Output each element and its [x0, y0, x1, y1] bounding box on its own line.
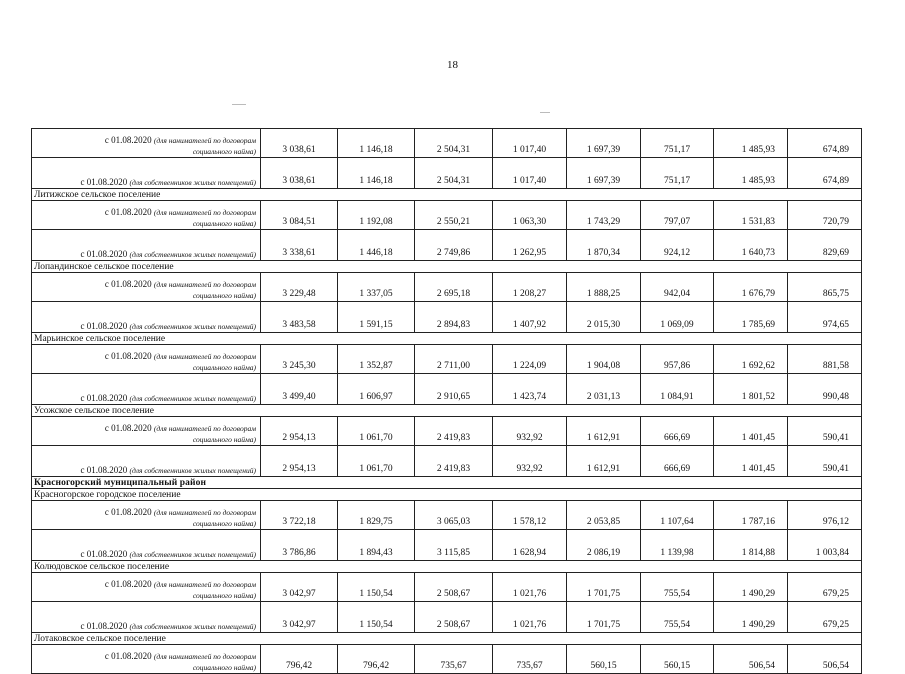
table-cell: 2 894,83 [415, 302, 493, 333]
row-note: (для собственников жилых помещений) [129, 622, 256, 631]
row-note: (для нанимателей по договорам [153, 652, 256, 661]
table-cell: 2 550,21 [415, 201, 493, 230]
row-label [32, 602, 261, 633]
table-cell: 1 904,08 [567, 345, 641, 374]
table-cell: 1 017,40 [493, 158, 567, 189]
table-cell: 3 065,03 [415, 501, 493, 530]
row-note: (для собственников жилых помещений) [129, 550, 256, 559]
table-cell: 3 483,58 [261, 302, 338, 333]
table-cell: 1 003,84 [788, 530, 862, 561]
table-cell: 1 801,52 [714, 374, 788, 405]
row-date: с 01.08.2020 [104, 423, 152, 433]
table-cell: 1 531,83 [714, 201, 788, 230]
row-date: с 01.08.2020 [104, 279, 152, 289]
table-cell: 666,69 [641, 446, 714, 477]
table-cell: 1 061,70 [338, 417, 415, 446]
table-cell: 590,41 [788, 417, 862, 446]
settlement-header-row [32, 561, 862, 573]
table-row [32, 573, 862, 602]
table-cell: 974,65 [788, 302, 862, 333]
row-date: с 01.08.2020 [104, 651, 152, 661]
scan-artifact-line [540, 112, 550, 113]
table-cell: 2 419,83 [415, 417, 493, 446]
row-note: социального найма) [192, 363, 256, 372]
section-title: Лотаковское сельское поселение [32, 633, 862, 645]
table-cell: 3 338,61 [261, 230, 338, 261]
row-note: социального найма) [192, 291, 256, 300]
table-cell: 2 086,19 [567, 530, 641, 561]
table-cell: 2 711,00 [415, 345, 493, 374]
table-cell: 1 146,18 [338, 158, 415, 189]
row-note: (для нанимателей по договорам [153, 580, 256, 589]
table-cell: 957,86 [641, 345, 714, 374]
table-cell: 1 146,18 [338, 129, 415, 158]
table-cell: 735,67 [493, 645, 567, 674]
table-cell: 2 504,31 [415, 129, 493, 158]
row-label [32, 158, 261, 189]
row-date: с 01.08.2020 [80, 249, 128, 259]
table-row [32, 530, 862, 561]
row-note: (для собственников жилых помещений) [129, 322, 256, 331]
table-cell: 755,54 [641, 573, 714, 602]
table-cell: 1 084,91 [641, 374, 714, 405]
row-date: с 01.08.2020 [80, 321, 128, 331]
table-cell: 865,75 [788, 273, 862, 302]
table-cell: 1 490,29 [714, 573, 788, 602]
row-label [32, 645, 261, 674]
table-cell: 666,69 [641, 417, 714, 446]
settlement-header-row [32, 633, 862, 645]
table-cell: 990,48 [788, 374, 862, 405]
table-cell: 1 894,43 [338, 530, 415, 561]
row-note: (для нанимателей по договорам [153, 352, 256, 361]
table-cell: 829,69 [788, 230, 862, 261]
row-note: социального найма) [192, 519, 256, 528]
row-note: социального найма) [192, 435, 256, 444]
settlement-header-row [32, 489, 862, 501]
table-cell: 1 107,64 [641, 501, 714, 530]
table-cell: 2 954,13 [261, 446, 338, 477]
table-body [32, 129, 862, 674]
table-cell: 1 021,76 [493, 602, 567, 633]
settlement-header-row [32, 333, 862, 345]
row-date: с 01.08.2020 [80, 393, 128, 403]
table-cell: 1 021,76 [493, 573, 567, 602]
table-cell: 1 578,12 [493, 501, 567, 530]
table-cell: 1 150,54 [338, 602, 415, 633]
table-cell: 2 508,67 [415, 573, 493, 602]
table-cell: 881,58 [788, 345, 862, 374]
scan-artifact-line [232, 104, 246, 105]
table-cell: 1 701,75 [567, 602, 641, 633]
table-cell: 3 084,51 [261, 201, 338, 230]
table-cell: 679,25 [788, 573, 862, 602]
row-note: (для собственников жилых помещений) [129, 394, 256, 403]
row-note: социального найма) [192, 147, 256, 156]
row-date: с 01.08.2020 [104, 135, 152, 145]
section-title: Лопандинское сельское поселение [32, 261, 862, 273]
table-cell: 3 499,40 [261, 374, 338, 405]
tariff-table [31, 128, 862, 674]
row-note: (для нанимателей по договорам [153, 508, 256, 517]
row-label [32, 374, 261, 405]
table-cell: 1 352,87 [338, 345, 415, 374]
row-label [32, 573, 261, 602]
table-cell: 1 870,34 [567, 230, 641, 261]
table-row [32, 645, 862, 674]
table-cell: 1 640,73 [714, 230, 788, 261]
row-label [32, 446, 261, 477]
row-label [32, 501, 261, 530]
row-date: с 01.08.2020 [80, 465, 128, 475]
table-cell: 755,54 [641, 602, 714, 633]
table-cell: 1 814,88 [714, 530, 788, 561]
table-cell: 796,42 [338, 645, 415, 674]
row-note: социального найма) [192, 591, 256, 600]
row-date: с 01.08.2020 [104, 507, 152, 517]
table-cell: 924,12 [641, 230, 714, 261]
section-title: Усожское сельское поселение [32, 405, 862, 417]
table-cell: 1 192,08 [338, 201, 415, 230]
row-label [32, 230, 261, 261]
table-cell: 1 787,16 [714, 501, 788, 530]
table-cell: 3 042,97 [261, 602, 338, 633]
table-cell: 942,04 [641, 273, 714, 302]
table-cell: 1 401,45 [714, 446, 788, 477]
table-cell: 3 229,48 [261, 273, 338, 302]
row-note: (для собственников жилых помещений) [129, 466, 256, 475]
table-row [32, 446, 862, 477]
table-cell: 1 676,79 [714, 273, 788, 302]
settlement-header-row [32, 261, 862, 273]
table-cell: 1 697,39 [567, 129, 641, 158]
row-label [32, 129, 261, 158]
row-label [32, 345, 261, 374]
table-row [32, 302, 862, 333]
row-label [32, 273, 261, 302]
row-date: с 01.08.2020 [80, 621, 128, 631]
table-cell: 2 031,13 [567, 374, 641, 405]
row-note: (для нанимателей по договорам [153, 424, 256, 433]
section-title: Литижское сельское поселение [32, 189, 862, 201]
table-row [32, 230, 862, 261]
settlement-header-row [32, 189, 862, 201]
table-cell: 1 612,91 [567, 446, 641, 477]
table-cell: 2 954,13 [261, 417, 338, 446]
table-cell: 1 490,29 [714, 602, 788, 633]
table-cell: 1 139,98 [641, 530, 714, 561]
table-cell: 796,42 [261, 645, 338, 674]
table-cell: 3 245,30 [261, 345, 338, 374]
table-cell: 674,89 [788, 158, 862, 189]
table-cell: 2 015,30 [567, 302, 641, 333]
table-cell: 1 485,93 [714, 158, 788, 189]
table-cell: 1 606,97 [338, 374, 415, 405]
row-label [32, 530, 261, 561]
table-row [32, 201, 862, 230]
section-title: Колюдовское сельское поселение [32, 561, 862, 573]
row-note: социального найма) [192, 663, 256, 672]
table-cell: 3 722,18 [261, 501, 338, 530]
table-cell: 932,92 [493, 417, 567, 446]
table-cell: 2 695,18 [415, 273, 493, 302]
table-row [32, 273, 862, 302]
table-cell: 932,92 [493, 446, 567, 477]
table-cell: 751,17 [641, 158, 714, 189]
table-cell: 1 485,93 [714, 129, 788, 158]
row-label [32, 417, 261, 446]
table-cell: 2 749,86 [415, 230, 493, 261]
table-cell: 3 038,61 [261, 158, 338, 189]
row-note: (для нанимателей по договорам [153, 208, 256, 217]
table-cell: 3 042,97 [261, 573, 338, 602]
section-title: Красногорское городское поселение [32, 489, 862, 501]
row-date: с 01.08.2020 [104, 579, 152, 589]
row-label [32, 302, 261, 333]
table-cell: 1 224,09 [493, 345, 567, 374]
table-cell: 3 115,85 [415, 530, 493, 561]
table-cell: 1 612,91 [567, 417, 641, 446]
table-cell: 1 337,05 [338, 273, 415, 302]
table-cell: 1 069,09 [641, 302, 714, 333]
table-row [32, 602, 862, 633]
table-cell: 1 785,69 [714, 302, 788, 333]
table-cell: 1 017,40 [493, 129, 567, 158]
table-row [32, 129, 862, 158]
table-cell: 1 743,29 [567, 201, 641, 230]
settlement-header-row [32, 405, 862, 417]
table-cell: 2 419,83 [415, 446, 493, 477]
table-cell: 560,15 [567, 645, 641, 674]
table-row [32, 374, 862, 405]
table-cell: 1 150,54 [338, 573, 415, 602]
row-note: (для нанимателей по договорам [153, 280, 256, 289]
table-cell: 674,89 [788, 129, 862, 158]
table-row [32, 501, 862, 530]
row-date: с 01.08.2020 [80, 177, 128, 187]
table-cell: 1 446,18 [338, 230, 415, 261]
row-date: с 01.08.2020 [104, 207, 152, 217]
table-cell: 1 692,62 [714, 345, 788, 374]
section-title: Марьинское сельское поселение [32, 333, 862, 345]
table-cell: 735,67 [415, 645, 493, 674]
row-note: (для собственников жилых помещений) [129, 250, 256, 259]
table-cell: 2 053,85 [567, 501, 641, 530]
table-cell: 1 423,74 [493, 374, 567, 405]
table-cell: 797,07 [641, 201, 714, 230]
table-cell: 1 061,70 [338, 446, 415, 477]
row-date: с 01.08.2020 [104, 351, 152, 361]
table-cell: 1 697,39 [567, 158, 641, 189]
section-title: Красногорский муниципальный район [32, 477, 862, 489]
table-cell: 506,54 [788, 645, 862, 674]
table-cell: 1 063,30 [493, 201, 567, 230]
table-cell: 3 038,61 [261, 129, 338, 158]
page-number: 18 [447, 59, 458, 71]
table-cell: 1 888,25 [567, 273, 641, 302]
table-cell: 1 701,75 [567, 573, 641, 602]
table-cell: 976,12 [788, 501, 862, 530]
district-header-row [32, 477, 862, 489]
table-cell: 1 407,92 [493, 302, 567, 333]
table-cell: 1 829,75 [338, 501, 415, 530]
table-cell: 2 910,65 [415, 374, 493, 405]
row-note: (для нанимателей по договорам [153, 136, 256, 145]
row-label [32, 201, 261, 230]
table-cell: 1 628,94 [493, 530, 567, 561]
table-row [32, 345, 862, 374]
table-cell: 1 208,27 [493, 273, 567, 302]
row-note: (для собственников жилых помещений) [129, 178, 256, 187]
table-cell: 720,79 [788, 201, 862, 230]
table-cell: 506,54 [714, 645, 788, 674]
table-cell: 751,17 [641, 129, 714, 158]
table-cell: 3 786,86 [261, 530, 338, 561]
table-row [32, 158, 862, 189]
table-cell: 1 591,15 [338, 302, 415, 333]
table-cell: 679,25 [788, 602, 862, 633]
row-date: с 01.08.2020 [80, 549, 128, 559]
row-note: социального найма) [192, 219, 256, 228]
table-cell: 560,15 [641, 645, 714, 674]
table-cell: 590,41 [788, 446, 862, 477]
table-cell: 1 262,95 [493, 230, 567, 261]
table-cell: 2 508,67 [415, 602, 493, 633]
table-cell: 1 401,45 [714, 417, 788, 446]
table-cell: 2 504,31 [415, 158, 493, 189]
table-row [32, 417, 862, 446]
